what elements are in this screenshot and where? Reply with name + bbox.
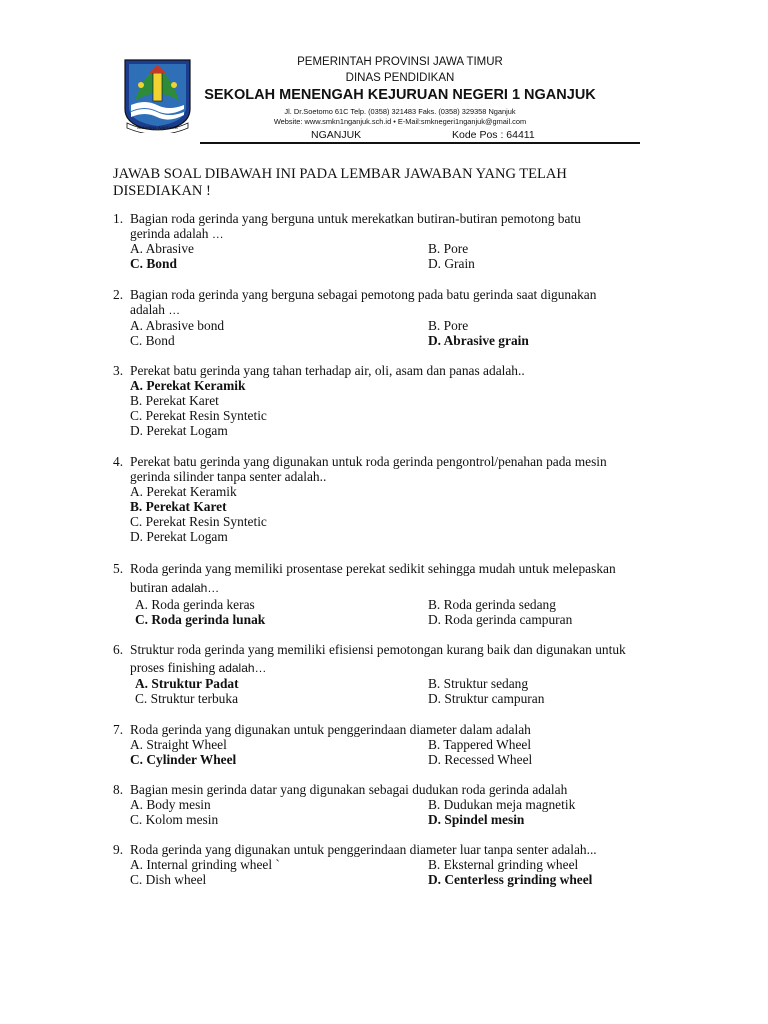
option-d-answer: D. Abrasive grain [428,333,529,348]
option-b: B. Tappered Wheel [428,737,532,752]
svg-text:ANDHANA WANDHYA: ANDHANA WANDHYA [137,125,178,130]
department-line: DINAS PENDIDIKAN [345,72,455,84]
option-d: D. Perekat Logam [130,529,228,544]
option-a: A. Internal grinding wheel ` [130,857,280,872]
option-a: A. Abrasive bond [130,318,225,333]
option-b-answer: B. Perekat Karet [130,499,227,514]
question-number: 6. [113,642,124,657]
option-b: B. Pore [428,241,469,256]
option-b: B. Eksternal grinding wheel [428,857,579,872]
question-text: Perekat batu gerinda yang digunakan untuk roda gerinda pengontrol/penahan pada mesin [130,454,607,469]
question-number: 5. [113,561,124,576]
question-number: 1. [113,211,124,226]
option-a: A. Perekat Keramik [130,484,237,499]
option-a: A. Body mesin [130,797,211,812]
option-d: D. Roda gerinda campuran [428,612,573,627]
question-number: 8. [113,782,124,797]
question-text: gerinda silinder tanpa senter adalah.. [130,469,327,484]
school-address: Jl. Dr.Soetomo 61C Telp. (0358) 321483 Faks. (0358) 329358 Nganjuk [284,107,516,116]
option-c-answer: C. Roda gerinda lunak [135,612,266,627]
option-a: A. Abrasive [130,241,194,256]
option-d-answer: D. Centerless grinding wheel [428,872,593,887]
city: NGANJUK [311,129,362,141]
postal-code: Kode Pos : 64411 [452,129,535,141]
option-a: A. Straight Wheel [130,737,227,752]
option-d-answer: D. Spindel mesin [428,812,525,827]
east-java-emblem-logo [121,57,194,133]
question-text: Bagian mesin gerinda datar yang digunakan sebagai dudukan roda gerinda adalah [130,782,568,797]
government-line: PEMERINTAH PROVINSI JAWA TIMUR [297,56,503,68]
option-a-answer: A. Perekat Keramik [130,378,246,393]
question-text: Roda gerinda yang digunakan untuk penggerindaan diameter luar tanpa senter adalah... [130,842,597,857]
school-name: SEKOLAH MENENGAH KEJURUAN NEGERI 1 NGANJUK [204,87,596,103]
option-b: B. Pore [428,318,469,333]
question-text: Bagian roda gerinda yang berguna untuk merekatkan butiran-butiran pemotong batu [130,211,581,226]
question-number: 2. [113,287,124,302]
question-number: 7. [113,722,124,737]
option-c: C. Kolom mesin [130,812,219,827]
option-b: B. Struktur sedang [428,676,529,691]
question-number: 4. [113,454,124,469]
option-a-answer: A. Struktur Padat [135,676,239,691]
header-divider [200,142,640,144]
question-text: Struktur roda gerinda yang memiliki efisiensi pemotongan kurang baik dan digunakan untuk [130,642,626,657]
question-text: Roda gerinda yang memiliki prosentase perekat sedikit sehingga mudah untuk melepaskan [130,561,616,576]
question-text: Roda gerinda yang digunakan untuk penggerindaan diameter dalam adalah [130,722,531,737]
option-b: B. Dudukan meja magnetik [428,797,576,812]
option-d: D. Recessed Wheel [428,752,533,767]
question-number: 3. [113,363,124,378]
letterhead [0,0,768,150]
option-d: D. Perekat Logam [130,423,228,438]
option-c: C. Bond [130,333,175,348]
option-c-answer: C. Bond [130,256,177,271]
option-c: C. Perekat Resin Syntetic [130,408,267,423]
option-c-answer: C. Cylinder Wheel [130,752,237,767]
option-b: B. Perekat Karet [130,393,219,408]
question-text: butiran [130,580,168,595]
option-d: D. Struktur campuran [428,691,545,706]
question-text: gerinda adalah [130,226,209,241]
question-text: Bagian roda gerinda yang berguna sebagai pemotong pada batu gerinda saat digunakan [130,287,597,302]
option-b: B. Roda gerinda sedang [428,597,556,612]
exam-instruction: JAWAB SOAL DIBAWAH INI PADA LEMBAR JAWABAN YANG TELAH DISEDIAKAN ! [113,166,567,199]
school-contact: Website: www.smkn1nganjuk.sch.id • E-Mail:smknegeri1nganjuk@gmail.com [273,117,527,126]
option-c: C. Struktur terbuka [135,691,239,706]
question-number: 9. [113,842,124,857]
option-a: A. Roda gerinda keras [135,597,255,612]
option-d: D. Grain [428,256,475,271]
question-text: Perekat batu gerinda yang tahan terhadap air, oli, asam dan panas adalah.. [130,363,525,378]
question-text: adalah [130,302,165,317]
question-text: proses finishing [130,660,216,675]
option-c: C. Dish wheel [130,872,207,887]
option-c: C. Perekat Resin Syntetic [130,514,267,529]
